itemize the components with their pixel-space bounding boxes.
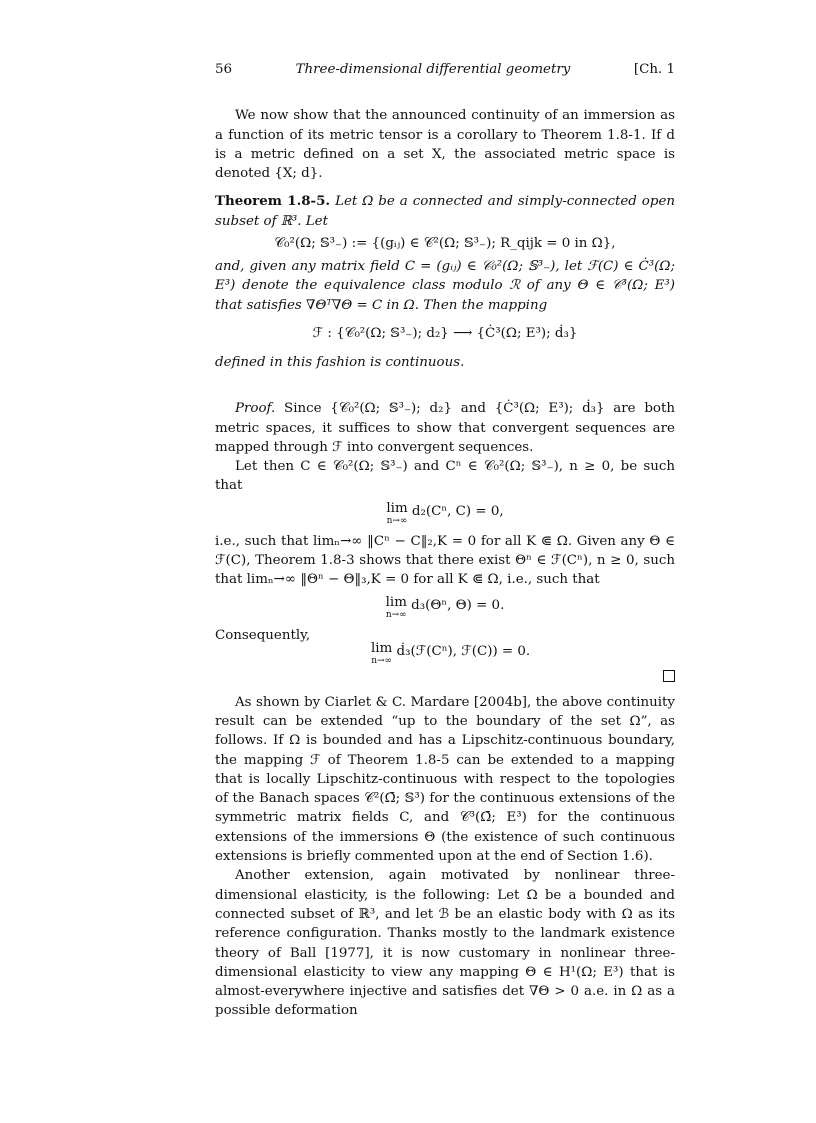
theorem-block bbox=[215, 192, 675, 231]
qed-box bbox=[215, 670, 675, 684]
theorem-statement-2: and, given any matrix field C = (gᵢⱼ) ∈ 𝒞₀²(Ω; 𝕊³₋), let ℱ(C) ∈ Ċ³(Ω; E³) denote the equivalence class modulo ℛ of any Θ ∈ 𝒞³(Ω; E³) that satisfies ∇Θᵀ∇Θ = C in Ω. Then the mapping bbox=[215, 259, 675, 313]
consequently-label: Consequently, bbox=[215, 627, 311, 643]
theorem-statement-3: defined in this fashion is continuous. bbox=[215, 354, 465, 370]
proof-text-1: Since {𝒞₀²(Ω; 𝕊³₋); d₂} and {Ċ³(Ω; E³); ḋ₃} are both metric spaces, it suffices to show that convergent sequences are mapped through ℱ into convergent sequences. bbox=[215, 401, 675, 455]
consequently-block bbox=[215, 626, 675, 666]
lim-subscript: n→∞ bbox=[386, 515, 408, 526]
equation-3 bbox=[365, 626, 675, 666]
page bbox=[215, 60, 675, 1021]
theorem-display-1: 𝒞₀²(Ω; 𝕊³₋) := {(gᵢⱼ) ∈ 𝒞²(Ω; 𝕊³₋); R_qijk = 0 in Ω}, bbox=[274, 236, 616, 252]
equation-1-lim bbox=[386, 502, 407, 526]
lim-word: lim bbox=[386, 500, 408, 516]
equation-2 bbox=[215, 596, 675, 620]
equation-1 bbox=[215, 502, 675, 526]
lim-word: lim bbox=[371, 640, 393, 656]
qed-square-icon bbox=[663, 670, 675, 682]
theorem-display-2: ℱ : {𝒞₀²(Ω; 𝕊³₋); d₂} ⟶ {Ċ³(Ω; E³); ḋ₃} bbox=[312, 325, 578, 341]
equation-3-rest: ḋ₃(ℱ(Cⁿ), ℱ(C)) = 0. bbox=[396, 643, 531, 659]
theorem-label: Theorem 1.8-5. bbox=[215, 193, 331, 210]
proof-paragraph-2: Let then C ∈ 𝒞₀²(Ω; 𝕊³₋) and Cⁿ ∈ 𝒞₀²(Ω; 𝕊³₋), n ≥ 0, be such that bbox=[215, 459, 675, 494]
equation-2-lim bbox=[386, 596, 407, 620]
chapter-label: [Ch. 1 bbox=[633, 62, 675, 77]
theorem-statement-1: Let Ω be a connected and simply-connected open subset of ℝ³. Let bbox=[215, 194, 675, 229]
equation-2-rest: d₃(Θⁿ, Θ) = 0. bbox=[411, 597, 505, 613]
another-extension-paragraph: Another extension, again motivated by nonlinear three-dimensional elasticity, is the following: Let Ω be a bounded and connected subset of ℝ³, and let ℬ be an elastic body with Ω as its reference configuration. Thanks mostly to the landmark existence theory of Ball [1977], it is now customary in nonlinear three-dimensional elasticity to view any mapping Θ ∈ H¹(Ω; E³) that is almost-everywhere injective and satisfies det ∇Θ > 0 a.e. in Ω as a possible deformation bbox=[215, 868, 675, 1019]
intro-paragraph: We now show that the announced continuity of an immersion as a function of its metric tensor is a corollary to Theorem 1.8-1. If d is a metric defined on a set X, the associated metric space is denoted {X; d}. bbox=[215, 108, 675, 182]
equation-3-lim bbox=[371, 642, 392, 666]
ciarlet-paragraph: As shown by Ciarlet & C. Mardare [2004b], the above continuity result can be extended “up to the boundary of the set Ω”, as follows. If Ω is bounded and has a Lipschitz-continuous boundary, the mapping ℱ of Theorem 1.8-5 can be extended to a mapping that is locally Lipschitz-continuous with respect to the topologies of the Banach spaces 𝒞²(Ω̄; 𝕊³) for the continuous extensions of the symmetric matrix fields C, and 𝒞³(Ω̄; E³) for the continuous extensions of the immersions Θ (the existence of such continuous extensions is briefly commented upon at the end of Section 1.6). bbox=[215, 694, 675, 865]
lim-word: lim bbox=[385, 594, 407, 610]
equation-1-rest: d₂(Cⁿ, C) = 0, bbox=[411, 503, 504, 519]
proof-paragraph-3: i.e., such that limₙ→∞ ‖Cⁿ − C‖₂,K = 0 for all K ⋐ Ω. Given any Θ ∈ ℱ(C), Theorem 1.8-3 shows that there exist Θⁿ ∈ ℱ(Cⁿ), n ≥ 0, such that limₙ→∞ ‖Θⁿ − Θ‖₃,K = 0 for all K ⋐ Ω, i.e., such that bbox=[215, 533, 675, 588]
proof-paragraph-1 bbox=[215, 399, 675, 457]
lim-subscript: n→∞ bbox=[371, 655, 393, 666]
running-title: Three-dimensional differential geometry bbox=[295, 62, 571, 77]
lim-subscript: n→∞ bbox=[385, 609, 407, 620]
proof-label: Proof. bbox=[235, 401, 276, 417]
running-header bbox=[215, 60, 675, 79]
page-number: 56 bbox=[215, 62, 233, 77]
